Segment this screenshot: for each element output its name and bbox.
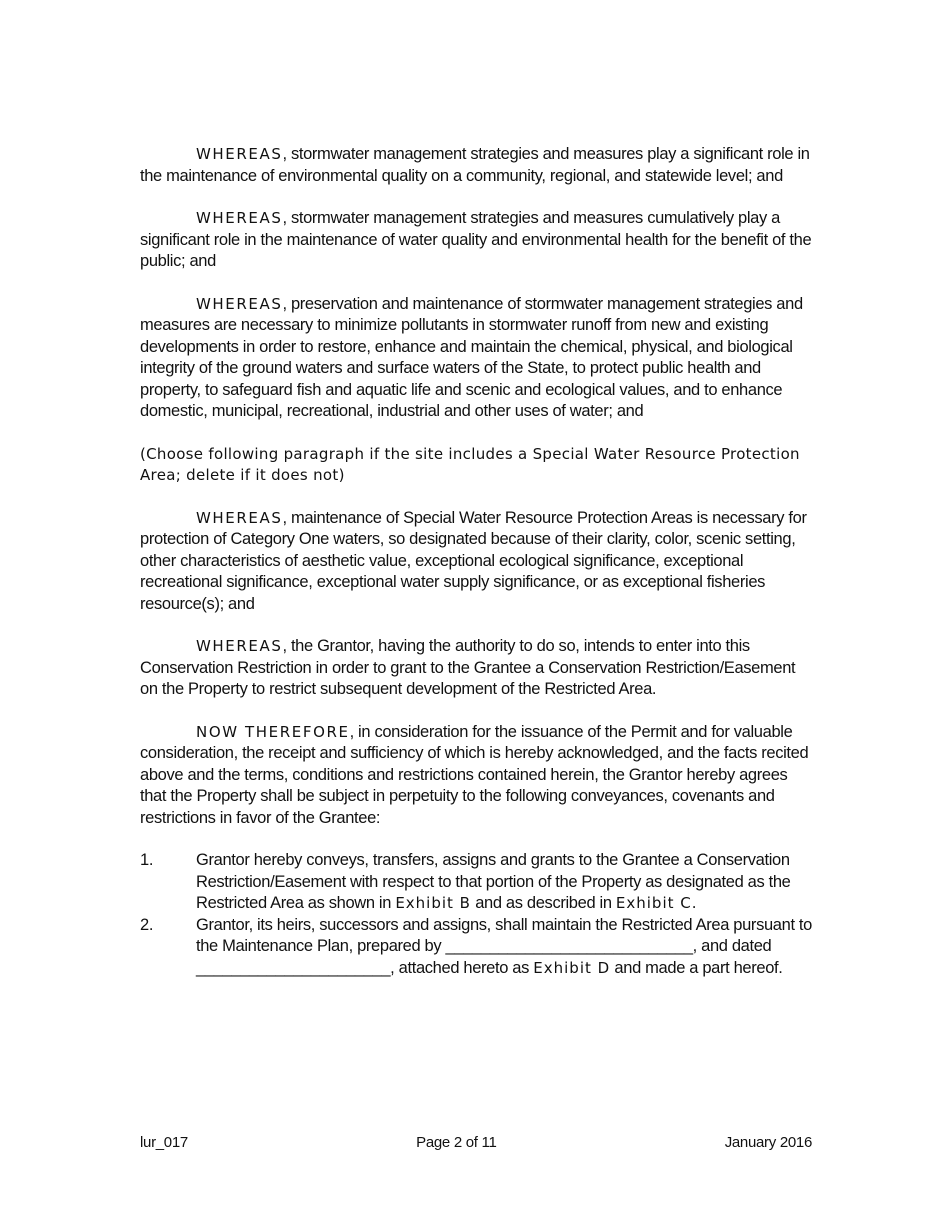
list-item-text <box>196 915 814 980</box>
paragraph-keyword: WHEREAS <box>196 209 283 227</box>
paragraph-keyword: WHEREAS <box>196 508 283 527</box>
list-item-text <box>196 850 814 915</box>
paragraph-text: , in consideration for the issuance of the Permit and for valuable consideration, the receipt and sufficiency of which is hereby acknowledged, and the facts recited above and the terms, conditions and restrictions contained herein, the Grantor hereby agrees that the Property shall be subject in perpetuity to the following conveyances, covenants and restrictions in favor of the Grantee: <box>140 722 809 827</box>
list-item-text-part: Grantor, its heirs, successors and assigns, shall maintain the Restricted Area pursuant to the Maintenance Plan, prepared by ____________________________, and dated ______________________, attached hereto as <box>196 915 812 977</box>
whereas-paragraph-5 <box>140 636 814 701</box>
footer-form-id: lur_017 <box>140 1134 188 1151</box>
paragraph-keyword: WHEREAS <box>196 294 283 313</box>
list-item-number: 1. <box>140 851 154 869</box>
list-item-text-part: and as described in <box>470 894 616 912</box>
paragraph-text: , preservation and maintenance of stormwater management strategies and measures are necessary to minimize pollutants in stormwater runoff from new and existing developments in order to restore, enhance and maintain the chemical, physical, and biological integrity of the ground waters and surface waters of the State, to protect public health and property, to safeguard fish and aquatic life and scenic and ecological values, and to enhance domestic, municipal, recreational, industrial and other uses of water; and <box>140 294 803 420</box>
paragraph-text: , the Grantor, having the authority to do so, intends to enter into this Conservation Restriction in order to grant to the Grantee a Conservation Restriction/Easement on the Property to restrict subsequent development of the Restricted Area. <box>140 637 796 698</box>
list-item-text-part: and made a part hereof. <box>610 958 783 977</box>
exhibit-reference: Exhibit D <box>533 958 611 977</box>
paragraph-keyword: WHEREAS <box>196 145 283 163</box>
paragraph-keyword: WHEREAS <box>196 637 283 655</box>
page-footer <box>140 1134 812 1151</box>
exhibit-reference: Exhibit C <box>615 894 692 912</box>
list-item-text-part: Grantor hereby conveys, transfers, assigns and grants to the Grantee a Conservation Restriction/Easement with respect to that portion of the Property as designated as the Restricted Area as shown in <box>196 851 791 912</box>
paragraph-text: , stormwater management strategies and measures play a significant role in the maintenance of environmental quality on a community, regional, and statewide level; and <box>140 145 810 185</box>
now-therefore-paragraph <box>140 722 814 830</box>
exhibit-reference: Exhibit B <box>395 894 471 912</box>
list-item-text-part: . <box>691 894 698 912</box>
whereas-paragraph-2 <box>140 208 814 273</box>
instruction-note: (Choose following paragraph if the site includes a Special Water Resource Protection Area; delete if it does not) <box>140 444 800 484</box>
list-item-number: 2. <box>140 915 154 934</box>
document-body <box>140 144 814 979</box>
list-item <box>140 915 814 980</box>
paragraph-text: , stormwater management strategies and measures cumulatively play a significant role in the maintenance of water quality and environmental health for the benefit of the public; and <box>140 209 812 270</box>
whereas-paragraph-4 <box>140 508 814 616</box>
footer-date: January 2016 <box>724 1134 812 1151</box>
list-item <box>140 850 814 915</box>
footer-page-number: Page 2 of 11 <box>416 1134 497 1151</box>
paragraph-keyword: NOW THEREFORE <box>196 722 350 741</box>
whereas-paragraph-3 <box>140 294 814 423</box>
whereas-paragraph-1 <box>140 144 814 187</box>
paragraph-text: , maintenance of Special Water Resource Protection Areas is necessary for protection of Category One waters, so designated because of their clarity, color, scenic setting, other characteristics of aesthetic value, exceptional ecological significance, exceptional recreational significance, exceptional water supply significance, or as exceptional fisheries resource(s); and <box>140 508 807 613</box>
